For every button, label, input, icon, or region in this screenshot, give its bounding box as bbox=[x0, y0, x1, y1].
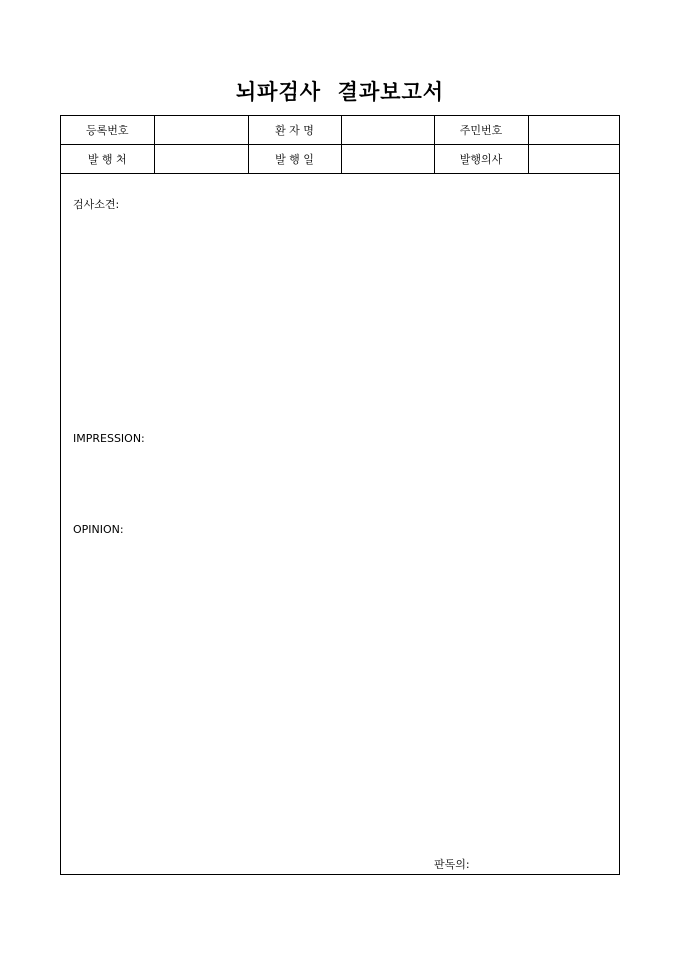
patient-name-field[interactable] bbox=[341, 116, 434, 145]
issuing-doctor-label: 발행의사 bbox=[434, 145, 528, 174]
registration-number-label: 등록번호 bbox=[61, 116, 154, 145]
opinion-label: OPINION: bbox=[73, 523, 124, 536]
header-row-2 bbox=[61, 145, 619, 174]
issuer-field[interactable] bbox=[154, 145, 248, 174]
issue-date-label: 발 행 일 bbox=[248, 145, 341, 174]
issuer-label: 발 행 처 bbox=[61, 145, 154, 174]
report-form bbox=[60, 115, 620, 875]
issue-date-field[interactable] bbox=[341, 145, 434, 174]
resident-number-field[interactable] bbox=[528, 116, 619, 145]
registration-number-field[interactable] bbox=[154, 116, 248, 145]
findings-label: 검사소견: bbox=[73, 198, 120, 211]
resident-number-label: 주민번호 bbox=[434, 116, 528, 145]
document-title: 뇌파검사 결과보고서 bbox=[235, 79, 445, 104]
header-table bbox=[61, 116, 619, 174]
reading-doctor-label: 판독의: bbox=[434, 858, 470, 871]
issuing-doctor-field[interactable] bbox=[528, 145, 619, 174]
patient-name-label: 환 자 명 bbox=[248, 116, 341, 145]
impression-label: IMPRESSION: bbox=[73, 432, 145, 445]
header-row-1 bbox=[61, 116, 619, 145]
